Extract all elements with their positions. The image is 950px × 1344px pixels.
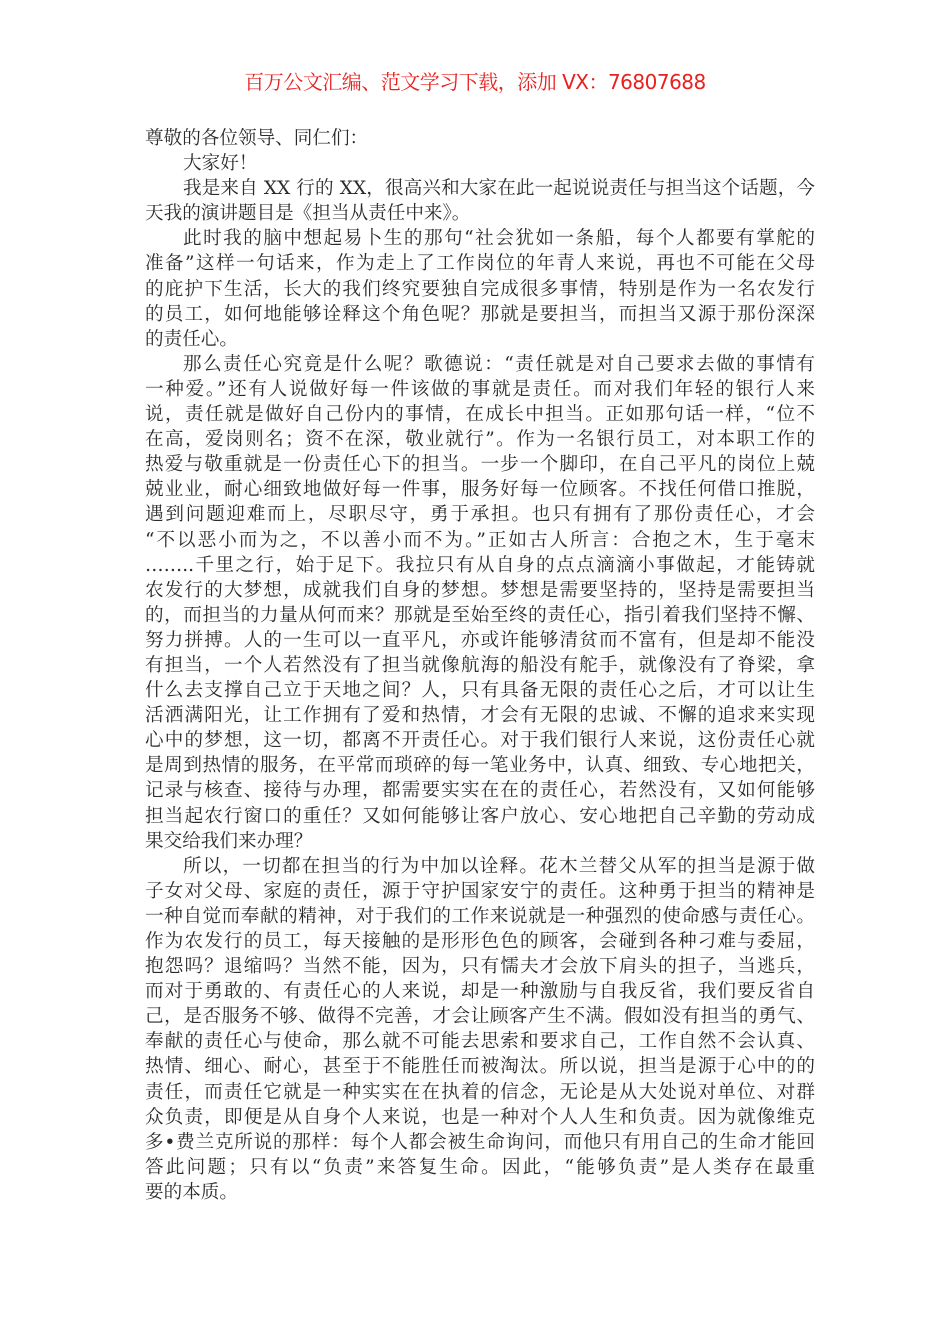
text-line: 热情、细心、耐心，甚至于不能胜任而被淘汰。所以说，担当是源于心中的的	[145, 1056, 815, 1078]
text-line: 是周到热情的服务，在平常而琐碎的每一笔业务中，认真、细致、专心地把关，	[145, 755, 815, 777]
text-line: 的，而担当的力量从何而来？那就是至始至终的责任心，指引着我们坚持不懈、	[145, 604, 815, 626]
text-line: 兢业业，耐心细致地做好每一件事，服务好每一位顾客。不找任何借口推脱，	[145, 479, 815, 501]
text-line: 的责任心。	[145, 328, 238, 350]
text-line: 要的本质。	[145, 1181, 238, 1203]
document-body	[145, 126, 815, 1205]
text-line: 热爱与敬重就是一份责任心下的担当。一步一个脚印，在自己平凡的岗位上兢	[145, 454, 815, 476]
text-line: 天我的演讲题目是《担当从责任中来》。	[145, 203, 471, 225]
text-line: 一种自觉而奉献的精神，对于我们的工作来说就是一种强烈的使命感与责任心。	[145, 905, 815, 927]
text-line: 己，是否服务不够、做得不完善，才会让顾客产生不满。假如没有担当的勇气、	[145, 1006, 815, 1028]
paragraph	[145, 854, 815, 1205]
text-line: 有担当，一个人若然没有了担当就像航海的船没有舵手，就像没有了脊梁，拿	[145, 654, 815, 676]
text-line: 答此问题；只有以“负责”来答复生命。因此，“能够负责”是人类存在最重	[145, 1156, 815, 1178]
text-line: 担当起农行窗口的重任？又如何能够让客户放心、安心地把自己辛勤的劳动成	[145, 805, 815, 827]
text-line: 大家好！	[183, 153, 258, 175]
text-line: 作为农发行的员工，每天接触的是形形色色的顾客，会碰到各种刁难与委屈，	[145, 931, 815, 952]
text-line: 果交给我们来办理？	[145, 830, 313, 852]
text-line: 准备”这样一句话来，作为走上了工作岗位的年青人来说，再也不可能在父母	[145, 253, 815, 275]
text-line: 此时我的脑中想起易卜生的那句“社会犹如一条船，每个人都要有掌舵的	[183, 228, 815, 250]
text-line: 尊敬的各位领导、同仁们：	[145, 128, 369, 149]
text-line: 多•费兰克所说的那样：每个人都会被生命询问，而他只有用自己的生命才能回	[145, 1131, 815, 1153]
text-line: 众负责，即便是从自身个人来说，也是一种对个人人生和负责。因为就像维克	[145, 1106, 815, 1128]
text-line: 所以，一切都在担当的行为中加以诠释。花木兰替父从军的担当是源于做	[183, 855, 815, 877]
paragraph	[145, 151, 815, 176]
text-line: 什么去支撑自己立于天地之间？人，只有具备无限的责任心之后，才可以让生	[145, 680, 815, 702]
text-line: 一种爱。”还有人说做好每一件该做的事就是责任。而对我们年轻的银行人来	[145, 378, 815, 400]
text-line: 活洒满阳光，让工作拥有了爱和热情，才会有无限的忠诚、不懈的追求来实现	[145, 705, 815, 727]
text-line: 努力拼搏。人的一生可以一直平凡，亦或许能够清贫而不富有，但是却不能没	[145, 629, 815, 651]
text-line: 在高，爱岗则名；资不在深，敬业就行”。作为一名银行员工，对本职工作的	[145, 429, 815, 451]
watermark-banner: 百万公文汇编、范文学习下载，添加 VX：76807688	[244, 70, 706, 94]
text-line: ……..千里之行，始于足下。我拉只有从自身的点点滴滴小事做起，才能铸就	[145, 554, 815, 576]
text-line: 遇到问题迎难而上，尽职尽守，勇于承担。也只有拥有了那份责任心，才会	[145, 504, 815, 526]
text-line: 奉献的责任心与使命，那么就不可能去思索和要求自己，工作自然不会认真、	[145, 1031, 815, 1053]
paragraph	[145, 226, 815, 351]
text-line: 我是来自 XX 行的 XX，很高兴和大家在此一起说说责任与担当这个话题，今	[183, 178, 815, 200]
text-line: 记录与核查、接待与办理，都需要实实在在的责任心，若然没有，又如何能够	[145, 780, 815, 802]
text-line: 心中的梦想，这一切，都离不开责任心。对于我们银行人来说，这份责任心就	[145, 730, 815, 752]
text-line: 的员工，如何地能够诠释这个角色呢？那就是要担当，而担当又源于那份深深	[145, 303, 815, 325]
paragraph	[145, 176, 815, 226]
text-line: 那么责任心究竟是什么呢？歌德说：“责任就是对自己要求去做的事情有	[183, 353, 815, 375]
text-line: 说，责任就是做好自己份内的事情，在成长中担当。正如那句话一样，“位不	[145, 404, 815, 426]
text-line: 责任，而责任它就是一种实实在在执着的信念，无论是从大处说对单位、对群	[145, 1081, 815, 1103]
paragraph	[145, 126, 815, 151]
text-line: 农发行的大梦想，成就我们自身的梦想。梦想是需要坚持的，坚持是需要担当	[145, 579, 815, 601]
text-line: 子女对父母、家庭的责任，源于守护国家安宁的责任。这种勇于担当的精神是	[145, 880, 815, 902]
paragraph	[145, 352, 815, 854]
text-line: 抱怨吗？退缩吗？当然不能，因为，只有懦夫才会放下肩头的担子，当逃兵，	[145, 956, 815, 978]
text-line: 而对于勇敢的、有责任心的人来说，却是一种激励与自我反省，我们要反省自	[145, 981, 815, 1003]
text-line: “不以恶小而为之，不以善小而不为。”正如古人所言：合抱之木，生于毫末	[145, 529, 815, 551]
text-line: 的庇护下生活，长大的我们终究要独自完成很多事情，特别是作为一名农发行	[145, 278, 815, 300]
